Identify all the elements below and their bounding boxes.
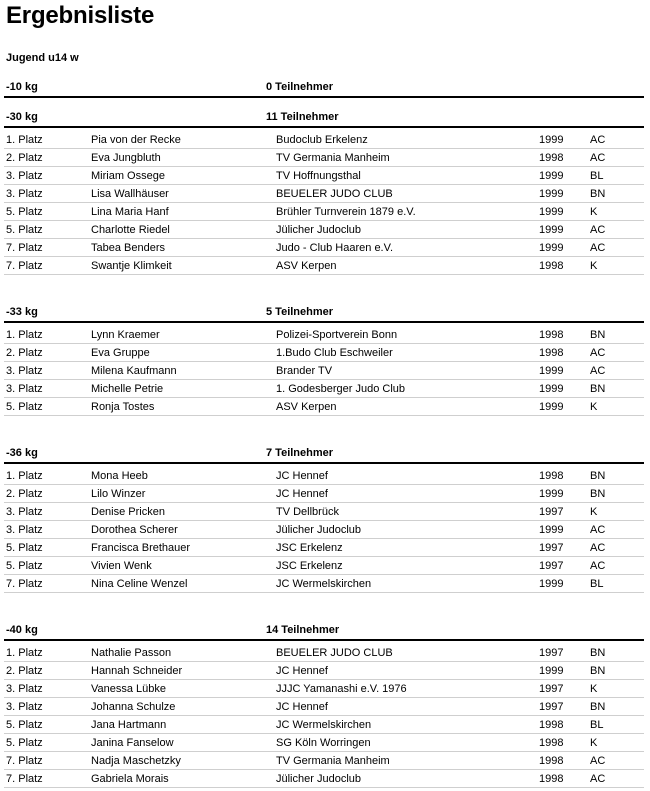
athlete-name: Miriam Ossege (91, 170, 165, 182)
placement: 3. Platz (6, 365, 43, 377)
club-name: TV Germania Manheim (276, 152, 390, 164)
result-row (4, 485, 644, 503)
birth-year: 1998 (539, 152, 564, 164)
athlete-name: Denise Pricken (91, 506, 165, 518)
club-name: JC Hennef (276, 470, 328, 482)
placement: 5. Platz (6, 542, 43, 554)
club-name: Budoclub Erkelenz (276, 134, 368, 146)
placement: 1. Platz (6, 134, 43, 146)
region-code: AC (590, 755, 606, 767)
birth-year: 1997 (539, 647, 564, 659)
placement: 3. Platz (6, 683, 43, 695)
club-name: TV Germania Manheim (276, 755, 390, 767)
result-row (4, 362, 644, 380)
athlete-name: Tabea Benders (91, 242, 165, 254)
placement: 3. Platz (6, 701, 43, 713)
club-name: JSC Erkelenz (276, 542, 343, 554)
region-code: AC (590, 365, 606, 377)
birth-year: 1997 (539, 683, 564, 695)
page-title: Ergebnisliste (6, 2, 155, 29)
result-row (4, 257, 644, 275)
region-code: BN (590, 329, 606, 341)
athlete-name: Ronja Tostes (91, 401, 155, 413)
club-name: Jülicher Judoclub (276, 224, 361, 236)
birth-year: 1999 (539, 578, 564, 590)
athlete-name: Vanessa Lübke (91, 683, 167, 695)
result-row (4, 203, 644, 221)
club-name: BEUELER JUDO CLUB (276, 647, 393, 659)
result-row (4, 752, 644, 770)
result-row (4, 644, 644, 662)
result-row (4, 539, 644, 557)
birth-year: 1997 (539, 701, 564, 713)
birth-year: 1998 (539, 755, 564, 767)
region-code: BN (590, 188, 606, 200)
weight-class-header (4, 110, 644, 128)
birth-year: 1998 (539, 470, 564, 482)
weight-class-header (4, 446, 644, 464)
result-row (4, 716, 644, 734)
result-row (4, 167, 644, 185)
birth-year: 1997 (539, 506, 564, 518)
athlete-name: Swantje Klimkeit (91, 260, 172, 272)
age-group-subtitle: Jugend u14 w (6, 52, 79, 64)
region-code: AC (590, 224, 606, 236)
birth-year: 1998 (539, 329, 564, 341)
athlete-name: Johanna Schulze (91, 701, 176, 713)
club-name: JC Wermelskirchen (276, 578, 372, 590)
region-code: K (590, 260, 598, 272)
athlete-name: Lynn Kraemer (91, 329, 160, 341)
region-code: K (590, 683, 598, 695)
result-row (4, 380, 644, 398)
region-code: K (590, 737, 598, 749)
region-code: AC (590, 524, 606, 536)
region-code: AC (590, 773, 606, 785)
participant-count: 0 Teilnehmer (266, 81, 334, 93)
athlete-name: Jana Hartmann (91, 719, 167, 731)
birth-year: 1999 (539, 188, 564, 200)
region-code: BL (590, 170, 604, 182)
birth-year: 1999 (539, 134, 564, 146)
result-row (4, 557, 644, 575)
participant-count: 5 Teilnehmer (266, 306, 334, 318)
weight-class-label: -40 kg (6, 624, 38, 636)
placement: 3. Platz (6, 524, 43, 536)
athlete-name: Gabriela Morais (91, 773, 169, 785)
placement: 2. Platz (6, 665, 43, 677)
placement: 1. Platz (6, 470, 43, 482)
birth-year: 1999 (539, 242, 564, 254)
club-name: Jülicher Judoclub (276, 524, 361, 536)
club-name: Brander TV (276, 365, 333, 377)
birth-year: 1999 (539, 383, 564, 395)
placement: 5. Platz (6, 206, 43, 218)
athlete-name: Vivien Wenk (91, 560, 152, 572)
participant-count: 7 Teilnehmer (266, 447, 334, 459)
athlete-name: Michelle Petrie (91, 383, 164, 395)
birth-year: 1998 (539, 719, 564, 731)
placement: 5. Platz (6, 737, 43, 749)
birth-year: 1998 (539, 347, 564, 359)
region-code: AC (590, 152, 606, 164)
birth-year: 1999 (539, 665, 564, 677)
birth-year: 1998 (539, 773, 564, 785)
placement: 3. Platz (6, 383, 43, 395)
placement: 7. Platz (6, 755, 43, 767)
club-name: Polizei-Sportverein Bonn (276, 329, 398, 341)
placement: 5. Platz (6, 719, 43, 731)
birth-year: 1998 (539, 737, 564, 749)
club-name: JC Hennef (276, 488, 328, 500)
athlete-name: Mona Heeb (91, 470, 148, 482)
region-code: BN (590, 470, 606, 482)
athlete-name: Lisa Wallhäuser (91, 188, 169, 200)
result-row (4, 131, 644, 149)
result-row (4, 326, 644, 344)
placement: 7. Platz (6, 773, 43, 785)
club-name: JC Hennef (276, 665, 328, 677)
region-code: K (590, 401, 598, 413)
weight-class-header (4, 305, 644, 323)
placement: 3. Platz (6, 188, 43, 200)
athlete-name: Nina Celine Wenzel (91, 578, 188, 590)
weight-class-header (4, 623, 644, 641)
placement: 2. Platz (6, 152, 43, 164)
birth-year: 1999 (539, 365, 564, 377)
weight-class-label: -30 kg (6, 111, 38, 123)
weight-class-label: -36 kg (6, 447, 38, 459)
result-row (4, 467, 644, 485)
region-code: AC (590, 242, 606, 254)
club-name: JC Wermelskirchen (276, 719, 372, 731)
result-row (4, 398, 644, 416)
club-name: Judo - Club Haaren e.V. (276, 242, 393, 254)
placement: 5. Platz (6, 401, 43, 413)
athlete-name: Dorothea Scherer (91, 524, 178, 536)
birth-year: 1998 (539, 260, 564, 272)
region-code: AC (590, 134, 606, 146)
result-row (4, 185, 644, 203)
club-name: 1.Budo Club Eschweiler (276, 347, 393, 359)
club-name: Brühler Turnverein 1879 e.V. (276, 206, 416, 218)
placement: 3. Platz (6, 506, 43, 518)
birth-year: 1999 (539, 401, 564, 413)
region-code: AC (590, 347, 606, 359)
birth-year: 1997 (539, 560, 564, 572)
result-row (4, 221, 644, 239)
region-code: BN (590, 488, 606, 500)
birth-year: 1997 (539, 542, 564, 554)
placement: 7. Platz (6, 260, 43, 272)
athlete-name: Francisca Brethauer (91, 542, 191, 554)
club-name: JSC Erkelenz (276, 560, 343, 572)
athlete-name: Hannah Schneider (91, 665, 183, 677)
result-row (4, 575, 644, 593)
athlete-name: Nathalie Passon (91, 647, 172, 659)
placement: 3. Platz (6, 170, 43, 182)
result-row (4, 698, 644, 716)
athlete-name: Lilo Winzer (91, 488, 146, 500)
region-code: BN (590, 665, 606, 677)
result-row (4, 344, 644, 362)
result-row (4, 239, 644, 257)
region-code: BN (590, 647, 606, 659)
placement: 5. Platz (6, 560, 43, 572)
result-row (4, 662, 644, 680)
result-row (4, 680, 644, 698)
weight-class-label: -10 kg (6, 81, 38, 93)
club-name: JJJC Yamanashi e.V. 1976 (276, 683, 407, 695)
placement: 7. Platz (6, 578, 43, 590)
club-name: ASV Kerpen (276, 260, 337, 272)
athlete-name: Eva Gruppe (91, 347, 150, 359)
athlete-name: Charlotte Riedel (91, 224, 170, 236)
club-name: Jülicher Judoclub (276, 773, 361, 785)
club-name: ASV Kerpen (276, 401, 337, 413)
placement: 1. Platz (6, 329, 43, 341)
region-code: BL (590, 578, 604, 590)
region-code: BN (590, 701, 606, 713)
birth-year: 1999 (539, 524, 564, 536)
result-row (4, 521, 644, 539)
birth-year: 1999 (539, 170, 564, 182)
placement: 1. Platz (6, 647, 43, 659)
weight-class-header (4, 80, 644, 98)
result-row (4, 770, 644, 788)
club-name: JC Hennef (276, 701, 328, 713)
athlete-name: Nadja Maschetzky (91, 755, 181, 767)
region-code: BL (590, 719, 604, 731)
birth-year: 1999 (539, 488, 564, 500)
birth-year: 1999 (539, 224, 564, 236)
placement: 5. Platz (6, 224, 43, 236)
participant-count: 11 Teilnehmer (266, 111, 339, 123)
athlete-name: Lina Maria Hanf (91, 206, 169, 218)
region-code: K (590, 206, 598, 218)
placement: 2. Platz (6, 347, 43, 359)
placement: 2. Platz (6, 488, 43, 500)
athlete-name: Eva Jungbluth (91, 152, 161, 164)
birth-year: 1999 (539, 206, 564, 218)
region-code: BN (590, 383, 606, 395)
placement: 7. Platz (6, 242, 43, 254)
club-name: SG Köln Worringen (276, 737, 371, 749)
club-name: 1. Godesberger Judo Club (276, 383, 406, 395)
club-name: TV Dellbrück (276, 506, 339, 518)
region-code: AC (590, 560, 606, 572)
result-row (4, 149, 644, 167)
participant-count: 14 Teilnehmer (266, 624, 340, 636)
club-name: TV Hoffnungsthal (276, 170, 361, 182)
athlete-name: Pia von der Recke (91, 134, 181, 146)
athlete-name: Janina Fanselow (91, 737, 174, 749)
weight-class-label: -33 kg (6, 306, 38, 318)
club-name: BEUELER JUDO CLUB (276, 188, 393, 200)
region-code: K (590, 506, 598, 518)
result-row (4, 734, 644, 752)
result-row (4, 503, 644, 521)
athlete-name: Milena Kaufmann (91, 365, 177, 377)
region-code: AC (590, 542, 606, 554)
